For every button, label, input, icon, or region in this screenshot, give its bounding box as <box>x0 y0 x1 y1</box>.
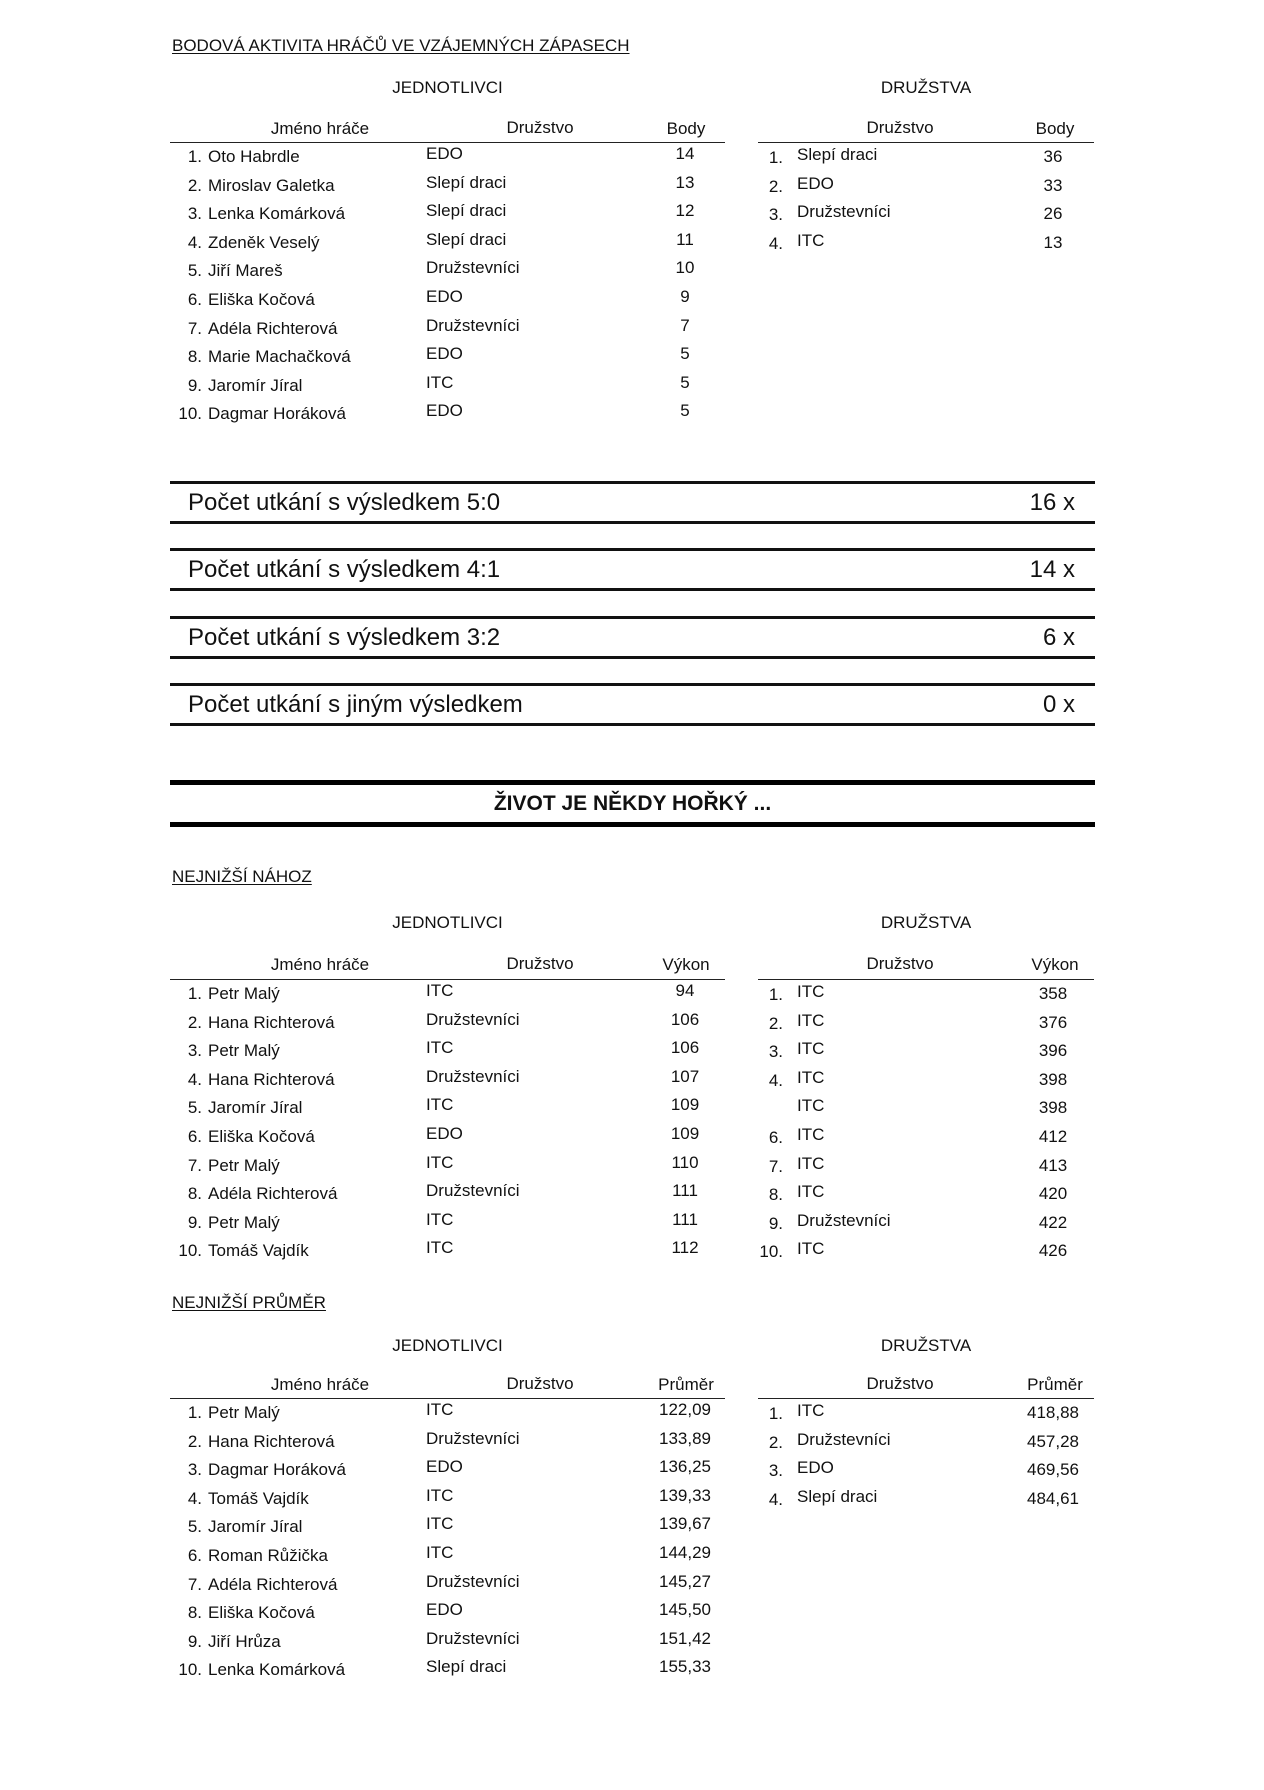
player-name: Adéla Richterová <box>208 1184 338 1204</box>
table-row <box>170 1009 725 1037</box>
team-name: ITC <box>797 1067 825 1087</box>
header-player-name: Jméno hráče <box>270 955 370 974</box>
player-name: Miroslav Galetka <box>208 175 335 195</box>
rank: 3. <box>187 1041 202 1061</box>
header-team: Družstvo <box>506 954 574 973</box>
table-row <box>170 1399 725 1427</box>
table-row <box>758 1152 1094 1180</box>
rank: 2. <box>187 175 202 195</box>
value: 122,09 <box>659 1400 711 1419</box>
rank: 7. <box>187 1155 202 1175</box>
table-row <box>170 200 725 228</box>
value: 10 <box>675 258 695 278</box>
team-name: Slepí draci <box>797 1486 878 1506</box>
value: 133,89 <box>659 1428 711 1448</box>
result-row <box>170 683 1095 726</box>
value: 418,88 <box>1027 1403 1079 1422</box>
table-row <box>170 400 725 428</box>
rank: 1. <box>768 985 783 1004</box>
rank: 9. <box>187 1212 202 1232</box>
rank: 4. <box>187 1488 202 1508</box>
value: 145,27 <box>659 1571 711 1591</box>
banner <box>170 780 1095 827</box>
table-row <box>758 1485 1094 1513</box>
value: 151,42 <box>659 1628 711 1648</box>
value: 139,67 <box>659 1514 711 1534</box>
team-name: Slepí draci <box>426 201 507 221</box>
player-name: Eliška Kočová <box>208 1603 315 1623</box>
value: 413 <box>1038 1155 1068 1175</box>
team-name: ITC <box>797 1239 825 1259</box>
header-value: Výkon <box>1031 955 1079 974</box>
value: 426 <box>1038 1241 1068 1261</box>
player-name: Lenka Komárková <box>208 1660 346 1680</box>
player-name: Petr Malý <box>208 1155 280 1175</box>
player-name: Hana Richterová <box>208 1069 335 1089</box>
table-row <box>170 1237 725 1265</box>
header-value: Výkon <box>662 955 710 974</box>
team-name: ITC <box>797 1401 825 1420</box>
table-row <box>758 1456 1094 1484</box>
team-name: ITC <box>426 1543 454 1562</box>
table-row <box>758 1428 1094 1456</box>
rank: 7. <box>187 318 202 338</box>
team-name: ITC <box>797 230 825 250</box>
team-name: Družstevníci <box>426 1009 520 1029</box>
rank: 6. <box>187 1546 202 1565</box>
player-name: Adéla Richterová <box>208 1574 338 1594</box>
table-row <box>170 143 725 171</box>
player-name: Adéla Richterová <box>208 318 338 338</box>
table-row <box>758 1123 1094 1151</box>
value: 109 <box>670 1095 700 1115</box>
value: 136,25 <box>659 1457 711 1477</box>
value: 155,33 <box>659 1657 711 1677</box>
team-name: ITC <box>426 1038 454 1058</box>
team-name: EDO <box>426 344 463 364</box>
table-row <box>170 1209 725 1237</box>
table-row <box>170 980 725 1008</box>
group-title-individuals: JEDNOTLIVCI <box>392 913 503 932</box>
table-row <box>170 1571 725 1599</box>
rank: 6. <box>768 1128 783 1147</box>
player-name: Roman Růžička <box>208 1546 328 1565</box>
player-name: Eliška Kočová <box>208 290 315 309</box>
result-label: Počet utkání s jiným výsledkem <box>188 691 523 718</box>
table-row <box>170 372 725 400</box>
table-row <box>758 1066 1094 1094</box>
table-row <box>170 1513 725 1541</box>
team-name: Slepí draci <box>426 172 507 192</box>
table-row <box>170 1152 725 1180</box>
table-row <box>758 980 1094 1008</box>
value: 145,50 <box>659 1600 711 1620</box>
player-name: Petr Malý <box>208 1212 280 1232</box>
result-row <box>170 616 1095 659</box>
team-name: ITC <box>426 1514 454 1534</box>
table-row <box>170 1456 725 1484</box>
team-name: Družstevníci <box>426 1181 520 1201</box>
table-row <box>170 1123 725 1151</box>
value: 9 <box>680 287 690 306</box>
rank: 1. <box>187 984 202 1003</box>
value: 33 <box>1043 175 1063 195</box>
player-name: Hana Richterová <box>208 1012 335 1032</box>
table-row <box>170 1599 725 1627</box>
result-value: 0 x <box>1042 691 1075 718</box>
player-name: Petr Malý <box>208 984 280 1003</box>
player-name: Petr Malý <box>208 1041 280 1061</box>
group-title-individuals: JEDNOTLIVCI <box>392 1336 503 1355</box>
rank: 5. <box>187 1098 202 1118</box>
value: 14 <box>675 144 695 163</box>
player-name: Marie Machačková <box>208 347 351 367</box>
value: 109 <box>670 1124 700 1143</box>
rank: 8. <box>187 347 202 367</box>
rank: 2. <box>768 1432 783 1452</box>
team-name: ITC <box>426 372 454 392</box>
table-row <box>170 172 725 200</box>
table-row <box>170 229 725 257</box>
team-name: EDO <box>426 1457 463 1477</box>
rank: 10. <box>178 1241 202 1261</box>
rank: 1. <box>187 147 202 166</box>
team-name: Družstevníci <box>797 1429 891 1449</box>
rank: 3. <box>768 1042 783 1062</box>
team-name: ITC <box>797 1039 825 1059</box>
rank: 1. <box>187 1403 202 1422</box>
player-name: Zdeněk Veselý <box>208 232 320 252</box>
group-title-individuals: JEDNOTLIVCI <box>392 78 503 97</box>
table-row <box>170 1066 725 1094</box>
value: 412 <box>1038 1127 1068 1146</box>
rank: 7. <box>768 1156 783 1176</box>
rank: 3. <box>768 205 783 225</box>
table-row <box>170 1180 725 1208</box>
team-name: EDO <box>797 1458 834 1478</box>
player-name: Tomáš Vajdík <box>208 1241 309 1261</box>
player-name: Oto Habrdle <box>208 147 300 166</box>
team-name: ITC <box>426 1095 454 1115</box>
section-title-lowest-score: NEJNIŽŠÍ NÁHOZ <box>172 867 312 886</box>
value: 422 <box>1038 1212 1068 1232</box>
rank: 2. <box>187 1012 202 1032</box>
team-name: EDO <box>426 144 463 163</box>
player-name: Jaromír Jíral <box>208 1517 303 1537</box>
header-value: Body <box>666 119 706 138</box>
value: 469,56 <box>1027 1460 1079 1480</box>
value: 398 <box>1038 1098 1068 1118</box>
player-name: Tomáš Vajdík <box>208 1488 309 1508</box>
header-player-name: Jméno hráče <box>270 1375 370 1394</box>
table-row <box>170 1628 725 1656</box>
value: 110 <box>671 1152 699 1172</box>
value: 139,33 <box>659 1485 711 1505</box>
player-name: Lenka Komárková <box>208 204 346 224</box>
header-team: Družstvo <box>506 118 574 137</box>
value: 112 <box>671 1238 699 1258</box>
table-row <box>758 200 1094 228</box>
header-team: Družstvo <box>866 118 934 137</box>
table-row <box>170 1094 725 1122</box>
rank: 3. <box>187 1460 202 1480</box>
result-value: 6 x <box>1042 624 1075 651</box>
rank: 10. <box>178 1660 202 1680</box>
value: 5 <box>680 344 690 364</box>
table-row <box>758 1009 1094 1037</box>
team-name: EDO <box>797 173 834 193</box>
rank: 9. <box>768 1213 783 1233</box>
value: 13 <box>675 172 695 192</box>
table-row <box>758 229 1094 257</box>
value: 11 <box>676 229 694 249</box>
table-row <box>170 315 725 343</box>
section-title-points: BODOVÁ AKTIVITA HRÁČŮ VE VZÁJEMNÝCH ZÁPASECH <box>172 36 630 55</box>
team-name: EDO <box>426 401 463 421</box>
player-name: Hana Richterová <box>208 1431 335 1451</box>
rank: 4. <box>768 233 783 253</box>
header-player-name: Jméno hráče <box>270 119 370 138</box>
value: 398 <box>1038 1069 1068 1089</box>
table-row <box>170 1542 725 1570</box>
player-name: Jiří Hrůza <box>208 1631 281 1651</box>
table-row <box>758 1209 1094 1237</box>
group-title-teams: DRUŽSTVA <box>880 78 972 97</box>
table-row <box>170 1656 725 1684</box>
team-name: ITC <box>426 1400 454 1419</box>
section-title-lowest-average: NEJNIŽŠÍ PRŮMĚR <box>172 1293 326 1312</box>
team-name: ITC <box>426 1209 454 1229</box>
value: 107 <box>670 1066 700 1086</box>
value: 106 <box>670 1038 700 1058</box>
result-value: 16 x <box>1029 489 1075 516</box>
team-name: Slepí draci <box>797 145 878 164</box>
rank: 8. <box>187 1184 202 1204</box>
team-name: Družstevníci <box>426 1066 520 1086</box>
rank: 4. <box>768 1489 783 1509</box>
table-row <box>170 286 725 314</box>
rank: 1. <box>768 1404 783 1423</box>
player-name: Petr Malý <box>208 1403 280 1422</box>
team-name: ITC <box>426 981 454 1000</box>
result-label: Počet utkání s výsledkem 5:0 <box>188 489 501 516</box>
table-row <box>758 1094 1094 1122</box>
team-name: ITC <box>426 1485 454 1505</box>
rank: 4. <box>187 1069 202 1089</box>
rank: 9. <box>187 375 202 395</box>
rank: 2. <box>768 176 783 196</box>
team-name: ITC <box>797 982 825 1001</box>
rank: 5. <box>187 261 202 281</box>
team-name: Slepí draci <box>426 1657 507 1677</box>
table-row <box>758 1237 1094 1265</box>
rank: 4. <box>768 1070 783 1090</box>
rank: 3. <box>768 1461 783 1481</box>
result-row <box>170 481 1095 524</box>
player-name: Dagmar Horáková <box>208 404 346 424</box>
team-name: ITC <box>797 1096 825 1116</box>
rank: 10. <box>759 1242 783 1262</box>
value: 36 <box>1043 147 1063 166</box>
rank: 3. <box>187 204 202 224</box>
value: 111 <box>672 1181 698 1201</box>
team-name: ITC <box>426 1238 454 1258</box>
value: 420 <box>1038 1184 1068 1204</box>
team-name: ITC <box>797 1153 825 1173</box>
table-row <box>170 1428 725 1456</box>
player-name: Eliška Kočová <box>208 1127 315 1146</box>
value: 5 <box>680 401 690 421</box>
header-value: Body <box>1035 119 1075 138</box>
rank: 2. <box>187 1431 202 1451</box>
header-team: Družstvo <box>866 954 934 973</box>
rank: 5. <box>187 1517 202 1537</box>
value: 396 <box>1038 1041 1068 1061</box>
player-name: Dagmar Horáková <box>208 1460 346 1480</box>
team-name: ITC <box>797 1182 825 1202</box>
player-name: Jaromír Jíral <box>208 1098 303 1118</box>
header-team: Družstvo <box>866 1374 934 1393</box>
rank: 8. <box>187 1603 202 1623</box>
team-name: ITC <box>426 1152 454 1172</box>
value: 144,29 <box>659 1543 711 1562</box>
rank: 7. <box>187 1574 202 1594</box>
value: 106 <box>670 1009 700 1029</box>
player-name: Jiří Mareš <box>208 261 283 281</box>
rank: 8. <box>768 1185 783 1205</box>
player-name: Jaromír Jíral <box>208 375 303 395</box>
header-team: Družstvo <box>506 1374 574 1393</box>
table-row <box>758 1037 1094 1065</box>
table-row <box>170 1037 725 1065</box>
table-row <box>758 172 1094 200</box>
value: 111 <box>672 1209 698 1229</box>
team-name: ITC <box>797 1125 825 1144</box>
team-name: Slepí draci <box>426 229 507 249</box>
value: 13 <box>1043 232 1063 252</box>
result-value: 14 x <box>1029 556 1075 583</box>
result-label: Počet utkání s výsledkem 3:2 <box>188 624 501 651</box>
rank: 4. <box>187 232 202 252</box>
group-title-teams: DRUŽSTVA <box>880 1336 972 1355</box>
value: 457,28 <box>1027 1431 1079 1451</box>
value: 26 <box>1043 204 1063 224</box>
header-value: Průměr <box>1027 1375 1083 1394</box>
table-row <box>758 143 1094 171</box>
table-row <box>758 1399 1094 1427</box>
rank: 9. <box>187 1631 202 1651</box>
table-row <box>170 257 725 285</box>
table-row <box>758 1180 1094 1208</box>
value: 12 <box>675 201 695 221</box>
team-name: Družstevníci <box>797 1210 891 1230</box>
team-name: EDO <box>426 1124 463 1143</box>
rank: 2. <box>768 1013 783 1033</box>
rank: 6. <box>187 290 202 309</box>
team-name: Družstevníci <box>426 315 520 335</box>
banner-text: ŽIVOT JE NĚKDY HOŘKÝ ... <box>493 792 772 815</box>
team-name: Družstevníci <box>426 258 520 278</box>
result-row <box>170 548 1095 591</box>
team-name: Družstevníci <box>426 1428 520 1448</box>
value: 358 <box>1038 984 1068 1003</box>
group-title-teams: DRUŽSTVA <box>880 913 972 932</box>
value: 376 <box>1038 1012 1068 1032</box>
team-name: Družstevníci <box>426 1628 520 1648</box>
team-name: ITC <box>797 1010 825 1030</box>
team-name: EDO <box>426 287 463 306</box>
value: 7 <box>680 315 690 335</box>
team-name: Družstevníci <box>426 1571 520 1591</box>
rank: 6. <box>187 1127 202 1146</box>
result-label: Počet utkání s výsledkem 4:1 <box>188 556 501 583</box>
team-name: EDO <box>426 1600 463 1620</box>
team-name: Družstevníci <box>797 202 891 222</box>
value: 94 <box>675 981 695 1000</box>
rank: 10. <box>178 404 202 424</box>
header-value: Průměr <box>658 1375 714 1394</box>
table-row <box>170 343 725 371</box>
rank: 1. <box>768 148 783 167</box>
value: 484,61 <box>1027 1488 1079 1508</box>
value: 5 <box>680 372 690 392</box>
table-row <box>170 1485 725 1513</box>
